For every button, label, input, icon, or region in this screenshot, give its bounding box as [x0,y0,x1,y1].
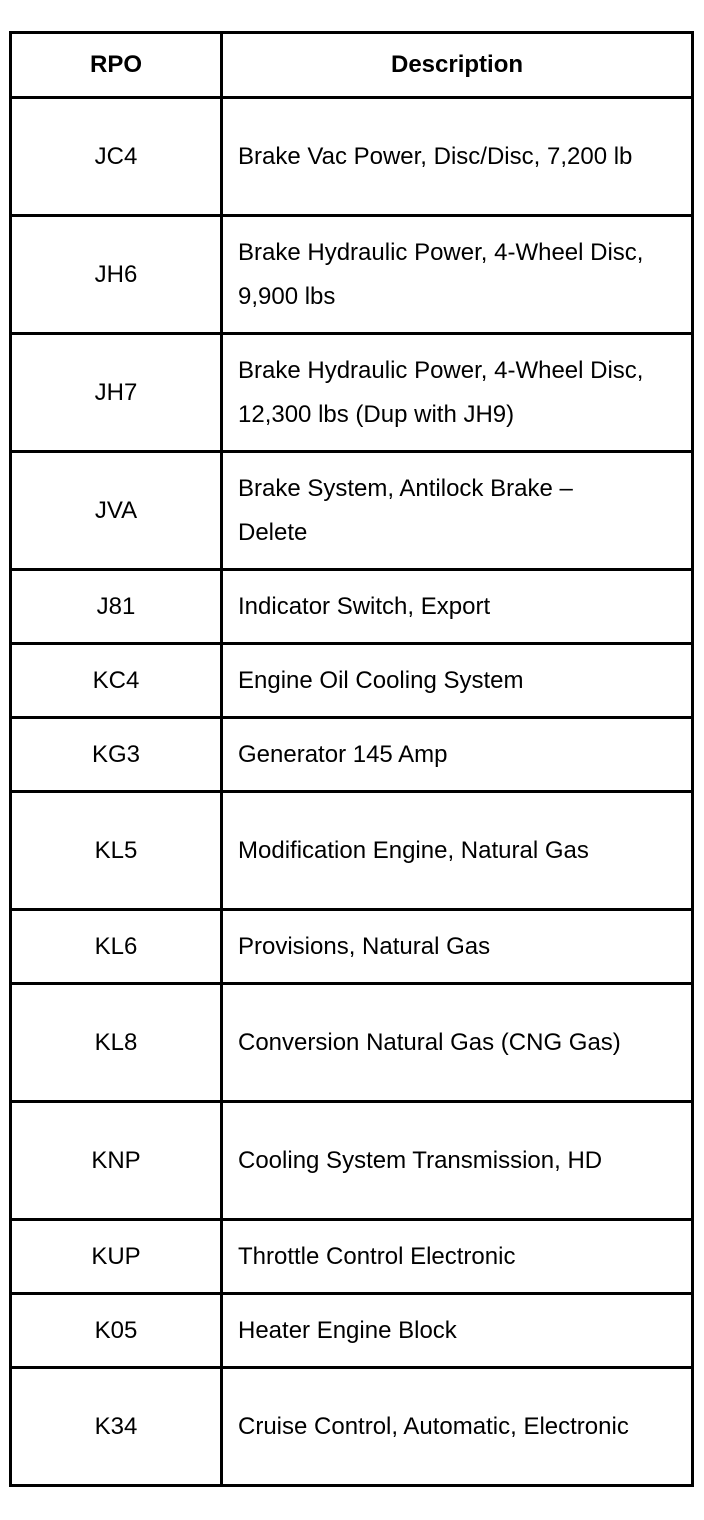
description-cell: Modification Engine, Natural Gas [222,792,693,910]
description-cell: Indicator Switch, Export [222,570,693,644]
description-cell: Provisions, Natural Gas [222,910,693,984]
rpo-cell: KG3 [11,718,222,792]
rpo-table-container [9,31,691,1487]
table-row [11,216,693,334]
description-cell: Engine Oil Cooling System [222,644,693,718]
description-cell: Conversion Natural Gas (CNG Gas) [222,984,693,1102]
table-row [11,1220,693,1294]
rpo-cell: JC4 [11,98,222,216]
rpo-cell: KNP [11,1102,222,1220]
table-row [11,910,693,984]
table-row [11,984,693,1102]
rpo-cell: K34 [11,1368,222,1486]
description-cell: Cruise Control, Automatic, Electronic [222,1368,693,1486]
table-row [11,1102,693,1220]
table-row [11,452,693,570]
rpo-cell: JVA [11,452,222,570]
table-header-row [11,33,693,98]
rpo-cell: K05 [11,1294,222,1368]
table-row [11,718,693,792]
rpo-cell: KL8 [11,984,222,1102]
rpo-table [9,31,694,1487]
description-cell: Brake Hydraulic Power, 4-Wheel Disc, 9,900 lbs [222,216,693,334]
rpo-cell: KC4 [11,644,222,718]
header-description: Description [222,33,693,98]
rpo-cell: JH6 [11,216,222,334]
header-rpo: RPO [11,33,222,98]
description-cell: Throttle Control Electronic [222,1220,693,1294]
table-row [11,334,693,452]
table-row [11,1368,693,1486]
description-cell: Brake System, Antilock Brake – Delete [222,452,693,570]
description-cell: Cooling System Transmission, HD [222,1102,693,1220]
description-cell: Brake Vac Power, Disc/Disc, 7,200 lb [222,98,693,216]
rpo-cell: J81 [11,570,222,644]
description-cell: Brake Hydraulic Power, 4-Wheel Disc, 12,300 lbs (Dup with JH9) [222,334,693,452]
table-row [11,98,693,216]
description-cell: Generator 145 Amp [222,718,693,792]
rpo-cell: KUP [11,1220,222,1294]
table-row [11,570,693,644]
table-row [11,644,693,718]
table-row [11,1294,693,1368]
description-cell: Heater Engine Block [222,1294,693,1368]
table-row [11,792,693,910]
rpo-cell: JH7 [11,334,222,452]
rpo-cell: KL6 [11,910,222,984]
rpo-cell: KL5 [11,792,222,910]
